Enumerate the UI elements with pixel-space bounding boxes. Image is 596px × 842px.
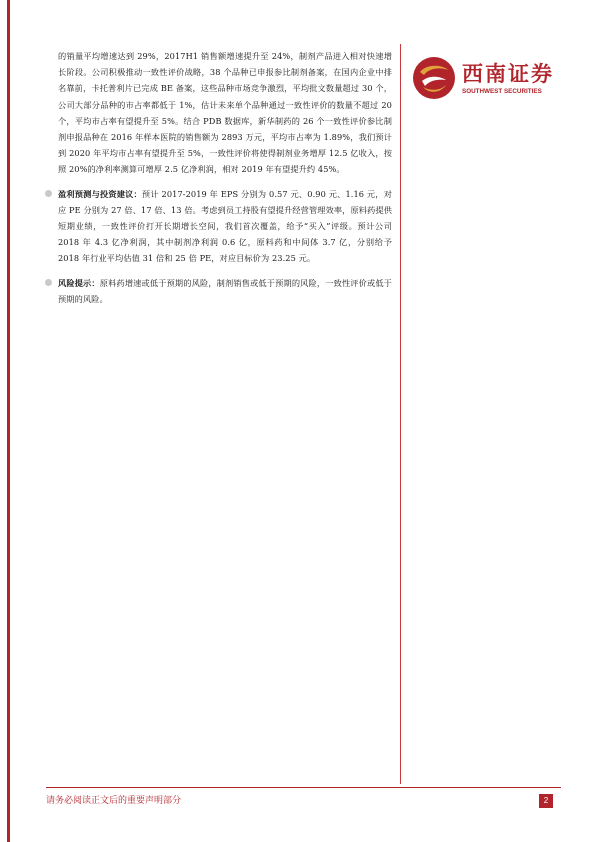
risk-heading: 风险提示： xyxy=(58,277,100,288)
forecast-text: 预计 2017-2019 年 EPS 分别为 0.57 元、0.90 元、1.16 元，对应 PE 分别为 27 倍、17 倍、13 倍。考虑到员工持股有望提升经营管理效率，原料药提供短期业绩，一致性评价打开长期增长空间，我们首次覆盖，给予“买入”评级。预计公司 2018 年 4.3 亿净利润，其中制剂净利润 0.6 亿，原料药和中间体 3.7 亿，分别给予 2018 年行业平均估值 31 倍和 25 倍 PE，对应目标价为 23.25 元。 xyxy=(58,188,392,264)
column-divider xyxy=(400,44,401,784)
company-logo xyxy=(412,56,562,100)
footer-rule xyxy=(46,787,561,788)
main-text-column xyxy=(58,48,392,307)
logo-english-name: SOUTHWEST SECURITIES xyxy=(462,88,542,95)
left-margin-rule xyxy=(7,0,10,842)
footer-disclaimer-note: 请务必阅读正文后的重要声明部分 xyxy=(46,796,182,806)
forecast-heading: 盈利预测与投资建议： xyxy=(58,188,142,199)
continuation-paragraph: 的销量平均增速达到 29%，2017H1 销售额增速提升至 24%，制剂产品进入相对快速增长阶段。公司积极推动一致性评价战略，38 个品种已申报参比制剂备案，在国内企业中排名靠前，卡托普利片已完成 BE 备案，这些品种市场竞争激烈，平均批文数量超过 30 个，公司大部分品种的市占率都低于 1%，估计未来单个品种通过一致性评价的数量不超过 20 个，平均市占率有望提升至 5%。结合 PDB 数据库，新华制药的 26 个一致性评价参比制剂申报品种在 2016 年样本医院的销售额为 2893 万元，平均市占率为 1.89%，我们预计到 2020 年平均市占率有望提升至 5%，一致性评价将使得制剂业务增厚 12.5 亿收入，按照 20%的净利率测算可增厚 2.5 亿净利润，相对 2019 年有望提升约 45%。 xyxy=(58,51,392,175)
forecast-section xyxy=(58,186,392,267)
page-number: 2 xyxy=(539,794,553,808)
logo-chinese-name: 西南证券 xyxy=(462,62,554,86)
bullet-icon xyxy=(45,279,52,286)
risk-text: 原料药增速或低于预期的风险，制剂销售或低于预期的风险，一致性评价或低于预期的风险。 xyxy=(58,277,392,304)
bullet-icon xyxy=(45,190,52,197)
logo-emblem-icon xyxy=(412,56,456,100)
risk-section xyxy=(58,275,392,307)
